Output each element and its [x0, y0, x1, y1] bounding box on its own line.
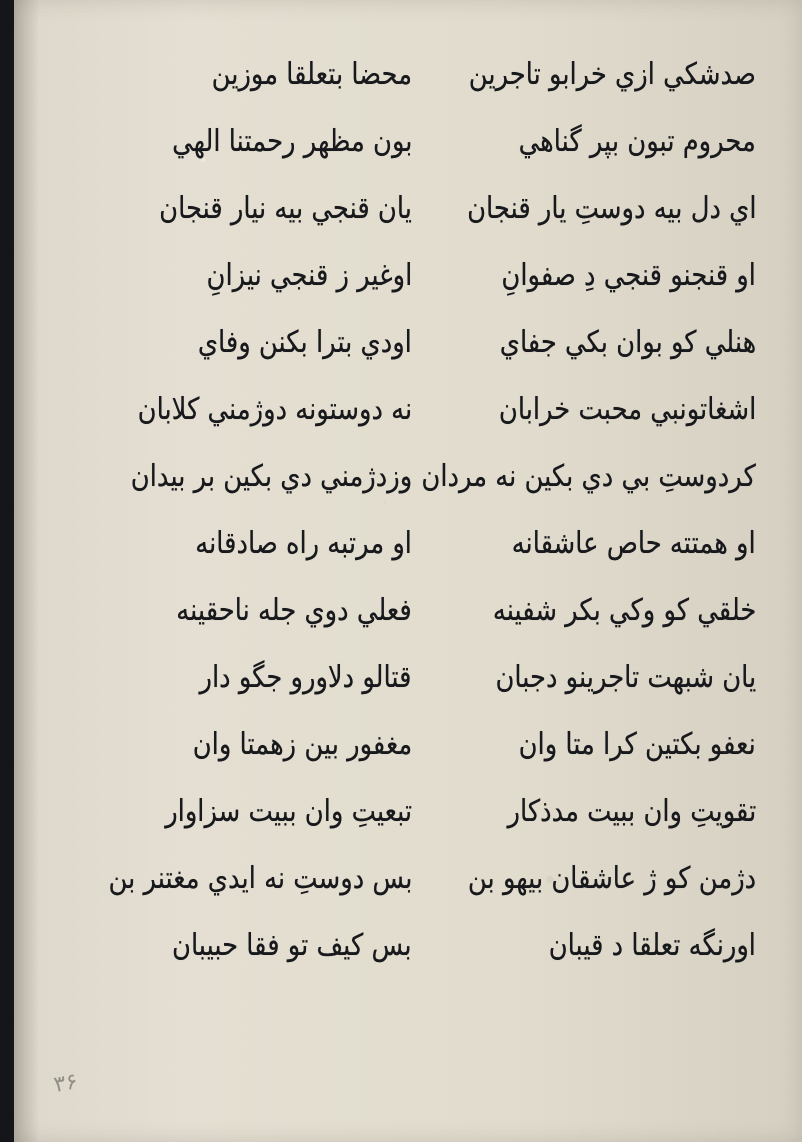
verse-left-half: اوغير ز قنجي نيزانِ — [206, 258, 412, 293]
manuscript-text-block — [86, 45, 756, 1025]
verse-right-half: او قنجنو قنجي دِ صفوانِ — [501, 258, 756, 293]
manuscript-page — [14, 0, 802, 1142]
verse-right-half: اشغاتونبي محبت خرابان — [498, 392, 756, 427]
verse-left-half: قتالو دلاورو جگو دار — [199, 660, 412, 695]
verse-line — [86, 112, 756, 172]
verse-left-half: محضا بتعلقا موزين — [211, 57, 412, 92]
page-number: ۳۶ — [52, 1069, 80, 1098]
verse-right-half: صدشكي ازي خرابو تاجرين — [468, 57, 756, 92]
verse-right-half: كردوستِ بي دي بكين نه مردان — [421, 459, 756, 494]
verse-left-half: تبعيتِ وان ببيت سزاوار — [165, 794, 412, 829]
verse-left-half: يان قنجي بيه نيار قنجان — [159, 191, 412, 226]
verse-right-half: هنلي كو بوان بكي جفاي — [499, 325, 756, 360]
verse-right-half: اورنگه تعلقا د قيبان — [548, 928, 756, 963]
verse-line — [86, 179, 756, 239]
verse-right-half: محروم تبون بپر گناهي — [518, 124, 756, 159]
verse-left-half: بس كيف تو فقا حبيبان — [172, 928, 412, 963]
verse-left-half: اودي بترا بكنن وفاي — [198, 325, 412, 360]
verse-left-half: فعلي دوي جله ناحقينه — [176, 593, 412, 628]
verse-left-half: او مرتبه راه صادقانه — [195, 526, 412, 561]
verse-right-half: نعفو بكتين كرا متا وان — [518, 727, 756, 762]
verse-right-half: او همتته حاص عاشقانه — [512, 526, 756, 561]
verse-line — [86, 782, 756, 842]
verse-line — [86, 916, 756, 976]
verse-left-half: نه دوستونه دوژمني كلابان — [137, 392, 412, 427]
verse-line — [86, 648, 756, 708]
verse-line — [86, 849, 756, 909]
verse-line — [86, 313, 756, 373]
verse-line — [86, 447, 756, 507]
verse-left-half: بس دوستِ نه ايدي مغتنر بن — [108, 861, 412, 896]
verse-line — [86, 45, 756, 105]
verse-right-half: دژمن كو ژ عاشقان بيهو بن — [467, 861, 756, 896]
verse-right-half: خلقي كو وكي بكر شفينه — [492, 593, 756, 628]
verse-line — [86, 246, 756, 306]
verse-right-half: يان شبهت تاجرينو دجبان — [495, 660, 756, 695]
verse-line — [86, 715, 756, 775]
verse-line — [86, 581, 756, 641]
verse-right-half: اي دل بيه دوستِ يار قنجان — [466, 191, 756, 226]
verse-right-half: تقويتِ وان ببيت مدذكار — [507, 794, 756, 829]
verse-left-half: مغفور بين زهمتا وان — [192, 727, 412, 762]
verse-left-half: بون مظهر رحمتنا الهي — [171, 124, 412, 159]
verse-left-half: وزدژمني دي بكين بر بيدان — [130, 459, 412, 494]
verse-line — [86, 380, 756, 440]
verse-line — [86, 514, 756, 574]
